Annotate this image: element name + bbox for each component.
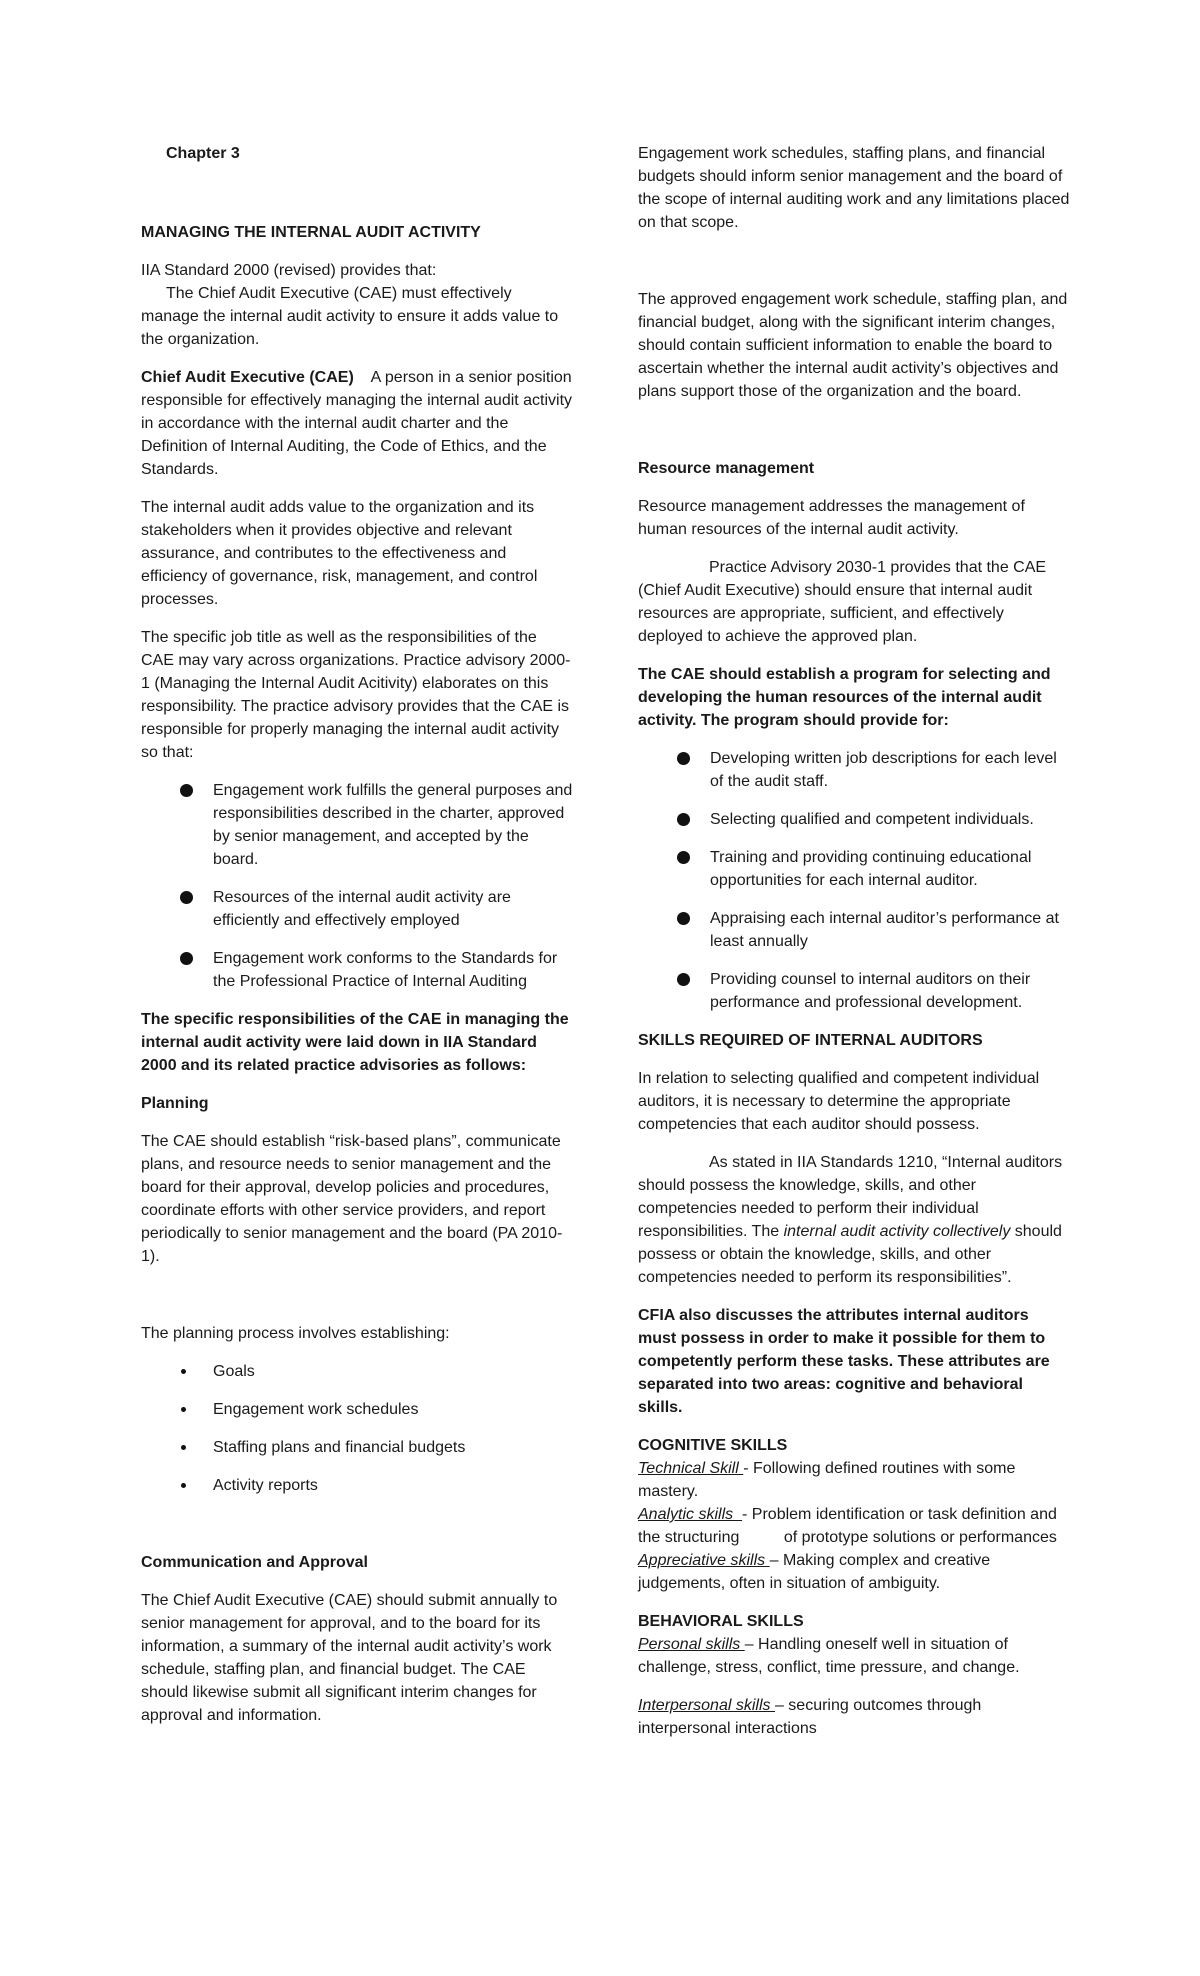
iia-intro: IIA Standard 2000 (revised) provides that: <box>141 262 437 279</box>
cognitive-heading: COGNITIVE SKILLS <box>638 1437 788 1454</box>
engagement-paragraph: Engagement work schedules, staffing plans, and financial budgets should inform senior management and the board of the scope of internal auditing work and any limitations placed on that scope. <box>638 145 1070 231</box>
interpersonal-skill: Interpersonal skills – securing outcomes through interpersonal interactions <box>638 1697 982 1737</box>
planning-text: The CAE should establish “risk-based plans”, communicate plans, and resource needs to senior management and the board for their approval, develop policies and procedures, coordinate efforts with other service providers, and report periodically to senior management and the board (PA 2010-1). <box>141 1133 563 1265</box>
personal-skill: Personal skills – Handling oneself well in situation of challenge, stress, conflict, time pressure, and change. <box>638 1636 1020 1676</box>
list-item: Engagement work conforms to the Standards for the Professional Practice of Internal Auditing <box>141 947 573 993</box>
technical-skill: Technical Skill - Following defined routines with some mastery. <box>638 1460 1016 1500</box>
cae-definition <box>141 366 573 481</box>
bullet-dot-icon <box>180 784 193 797</box>
cfia-paragraph: CFIA also discusses the attributes internal auditors must possess in order to make it possible for them to competently perform these tasks. These attributes are separated into two areas: cognitive and behavioral skills. <box>638 1307 1050 1416</box>
bullet-dot-icon <box>677 973 690 986</box>
communication-heading: Communication and Approval <box>141 1554 368 1571</box>
page-title: MANAGING THE INTERNAL AUDIT ACTIVITY <box>141 224 481 241</box>
chapter-label: Chapter 3 <box>166 145 240 162</box>
iia1210-paragraph: As stated in IIA Standards 1210, “Internal auditors should possess the knowledge, skills, and other competencies needed to perform their individual responsibilities. The internal audit activity collectively should possess or obtain the knowledge, skills, and other competencies needed to perform its responsibilities”. <box>638 1154 1063 1286</box>
list-item: Goals <box>141 1360 573 1383</box>
cae-bullets <box>141 779 573 993</box>
approved-paragraph: The approved engagement work schedule, staffing plan, and financial budget, along with the significant interim changes, should contain sufficient information to enable the board to ascertain whether the internal audit activity’s objectives and plans support those of the organization and the board. <box>638 291 1068 400</box>
list-item: Staffing plans and financial budgets <box>141 1436 573 1459</box>
list-item: Resources of the internal audit activity are efficiently and effectively employed <box>141 886 573 932</box>
list-item: Appraising each internal auditor’s performance at least annually <box>638 907 1070 953</box>
bullet-dot-icon <box>180 891 193 904</box>
list-item: Activity reports <box>141 1474 573 1497</box>
resource-paragraph: Resource management addresses the management of human resources of the internal audit activity. <box>638 498 1025 538</box>
bullet-dot-icon <box>677 912 690 925</box>
cae-term: Chief Audit Executive (CAE) <box>141 369 354 386</box>
list-item: Selecting qualified and competent individuals. <box>638 808 1070 831</box>
specific-responsibilities: The specific responsibilities of the CAE in managing the internal audit activity were laid down in IIA Standard 2000 and its related practice advisories as follows: <box>141 1011 569 1074</box>
skills-heading: SKILLS REQUIRED OF INTERNAL AUDITORS <box>638 1032 983 1049</box>
bullet-dot-icon <box>181 1407 186 1412</box>
bullet-dot-icon <box>677 851 690 864</box>
iia-quote: The Chief Audit Executive (CAE) must effectively manage the internal audit activity to ensure it adds value to the organization. <box>141 285 559 348</box>
job-title-paragraph: The specific job title as well as the responsibilities of the CAE may vary across organizations. Practice advisory 2000-1 (Managing the Internal Audit Acitivity) elaborates on this responsibility. The practice advisory provides that the CAE is responsible for properly managing the internal audit activity so that: <box>141 629 571 761</box>
planning-items <box>141 1360 573 1497</box>
list-item: Training and providing continuing educational opportunities for each internal auditor. <box>638 846 1070 892</box>
analytic-skill: Analytic skills - Problem identification or task definition and the structuring of prototype solutions or performances <box>638 1506 1062 1546</box>
program-bullets <box>638 747 1070 1014</box>
resource-heading: Resource management <box>638 460 815 477</box>
planning-process: The planning process involves establishing: <box>141 1325 450 1342</box>
program-paragraph: The CAE should establish a program for selecting and developing the human resources of the internal audit activity. The program should provide for: <box>638 666 1051 729</box>
bullet-dot-icon <box>181 1483 186 1488</box>
communication-text: The Chief Audit Executive (CAE) should submit annually to senior management for approval, and to the board for its information, a summary of the internal audit activity’s work schedule, staffing plan, and financial budget. The CAE should likewise submit all significant interim changes for approval and information. <box>141 1592 558 1724</box>
appreciative-skill: Appreciative skills – Making complex and creative judgements, often in situation of ambiguity. <box>638 1552 991 1592</box>
skills-intro: In relation to selecting qualified and competent individual auditors, it is necessary to determine the appropriate competencies that each auditor should possess. <box>638 1070 1040 1133</box>
bullet-dot-icon <box>677 752 690 765</box>
practice-advisory-paragraph: Practice Advisory 2030-1 provides that the CAE (Chief Audit Executive) should ensure that internal audit resources are appropriate, sufficient, and effectively deployed to achieve the approved plan. <box>638 559 1047 645</box>
list-item: Engagement work fulfills the general purposes and responsibilities described in the charter, approved by senior management, and accepted by the board. <box>141 779 573 871</box>
bullet-dot-icon <box>181 1369 186 1374</box>
bullet-dot-icon <box>180 952 193 965</box>
bullet-dot-icon <box>181 1445 186 1450</box>
left-column <box>141 142 573 1727</box>
planning-heading: Planning <box>141 1095 209 1112</box>
behavioral-heading: BEHAVIORAL SKILLS <box>638 1613 804 1630</box>
list-item: Providing counsel to internal auditors on their performance and professional development. <box>638 968 1070 1014</box>
right-column <box>638 142 1070 1740</box>
bullet-dot-icon <box>677 813 690 826</box>
list-item: Engagement work schedules <box>141 1398 573 1421</box>
adds-value-paragraph: The internal audit adds value to the organization and its stakeholders when it provides objective and relevant assurance, and contributes to the effectiveness and efficiency of governance, risk, management, and control processes. <box>141 499 538 608</box>
list-item: Developing written job descriptions for each level of the audit staff. <box>638 747 1070 793</box>
cae-def-text: A person in a senior position responsible for effectively managing the internal audit activity in accordance with the internal audit charter and the Definition of Internal Auditing, the Code of Ethics, and the Standards. <box>141 369 573 478</box>
